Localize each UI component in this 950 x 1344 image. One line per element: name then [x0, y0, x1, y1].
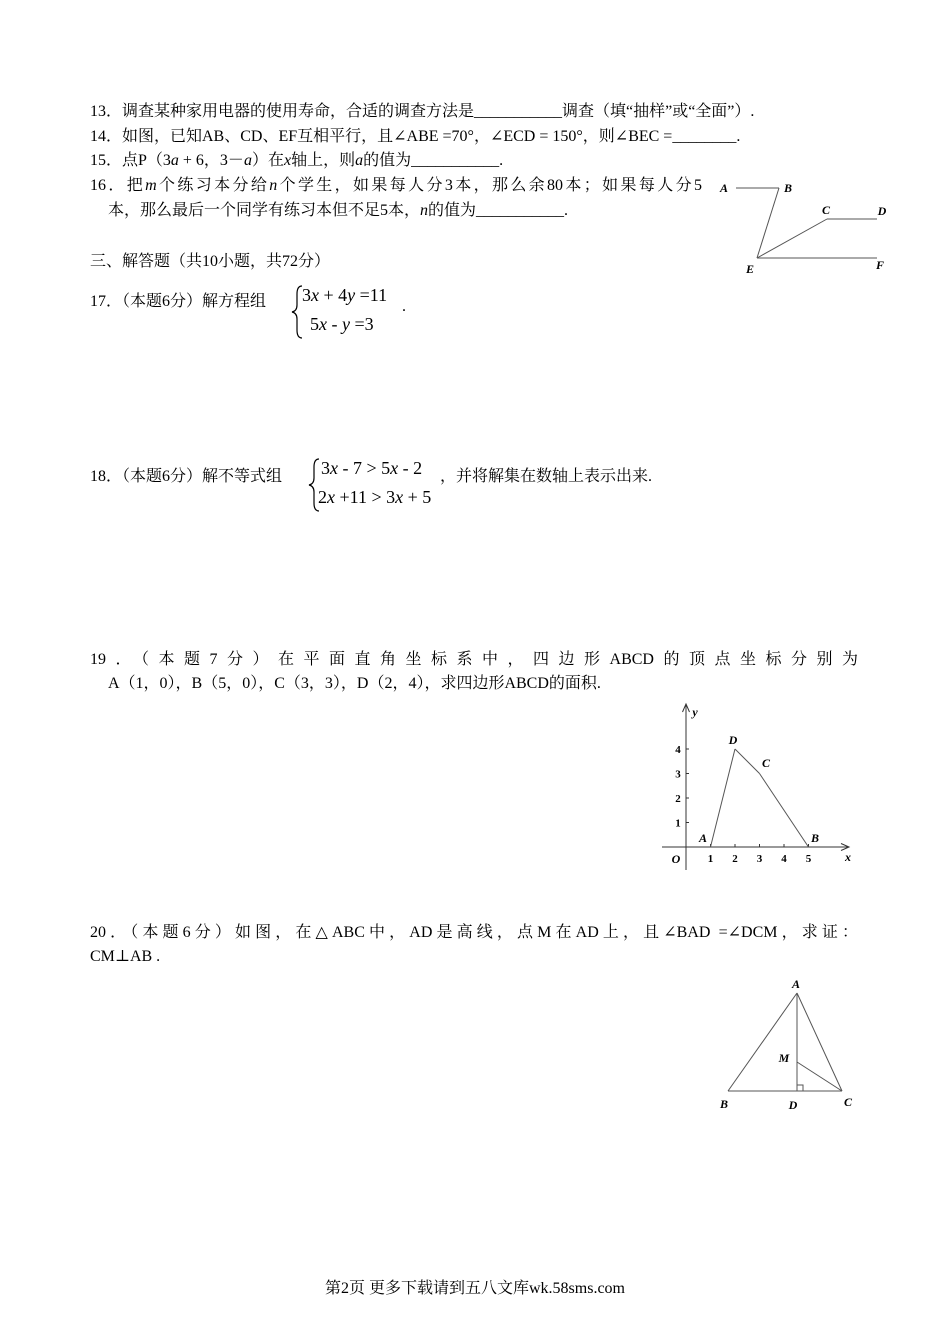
right-angle-mark: [797, 1085, 803, 1091]
inequality-2: 2x +11 > 3x + 5: [318, 487, 432, 507]
point-label-f: F: [875, 258, 885, 272]
triangle-label-c: C: [843, 1095, 853, 1109]
triangle-label-d: D: [788, 1098, 798, 1112]
point-label-e: E: [745, 262, 755, 276]
point-label-c: C: [821, 203, 831, 217]
vertex-label-c: C: [761, 756, 771, 770]
x-axis-label: x: [845, 850, 851, 864]
question-15: 15．点P（3a + 6，3－a）在x轴上，则a的值为___________.: [90, 152, 504, 169]
x-tick-label-3: 3: [756, 853, 763, 865]
question-19-line-1: 19．（本题7分）在平面直角坐标系中，四边形ABCD的顶点坐标分别为: [90, 651, 858, 668]
x-tick-label-4: 4: [781, 853, 787, 865]
point-label-b: B: [783, 181, 793, 195]
question-19-line-2: A（1，0），B（5，0），C（3，3），D（2，4），求四边形ABCD的面积.: [108, 675, 601, 692]
question-13: 13．调查某种家用电器的使用寿命，合适的调查方法是___________调查（填“抽样”或“全面”）.: [90, 103, 755, 120]
inequality-1: 3x - 7 > 5x - 2: [321, 458, 423, 478]
quad-side-cb: [760, 774, 809, 848]
question-17-suffix: .: [402, 298, 406, 315]
y-tick-label-4: 4: [675, 744, 681, 756]
x-tick-label-5: 5: [805, 853, 812, 865]
parallel-lines-figure: [710, 175, 900, 280]
equation-1: 3x + 4y =11: [302, 285, 388, 305]
question-20-line-2: CM⊥AB .: [90, 948, 161, 965]
quad-side-ad: [711, 749, 736, 847]
question-17-prefix: 17．（本题6分）解方程组: [90, 293, 267, 310]
triangle-figure: [715, 970, 860, 1115]
quad-side-dc: [735, 749, 760, 774]
triangle-label-m: M: [778, 1051, 790, 1065]
question-20-line-1: 20．（本题6分）如图，在△ABC中，AD是高线，点M在AD上，且∠BAD =∠DCM，求证：: [90, 924, 858, 941]
origin-label: O: [671, 852, 681, 866]
page-footer: 第2页 更多下载请到五八文库wk.58sms.com: [324, 1280, 625, 1297]
x-tick-label-2: 2: [732, 853, 738, 865]
question-14: 14．如图，已知AB、CD、EF互相平行，且∠ABE =70°，∠ECD = 150°，则∠BEC =________.: [90, 128, 741, 145]
question-18-prefix: 18．（本题6分）解不等式组: [90, 468, 283, 485]
y-axis-label: y: [692, 705, 698, 719]
side-ab: [728, 993, 797, 1091]
triangle-label-b: B: [719, 1097, 729, 1111]
coordinate-figure: [655, 700, 855, 872]
point-label-a: A: [719, 181, 729, 195]
section-heading: 三、解答题（共10小题，共72分）: [90, 253, 331, 270]
equation-2: 5x - y =3: [310, 314, 374, 334]
vertex-label-a: A: [698, 831, 708, 845]
point-label-d: D: [877, 204, 887, 218]
brace-path: [292, 286, 302, 338]
x-tick-label-1: 1: [707, 853, 714, 865]
question-18-suffix: ，并将解集在数轴上表示出来.: [440, 468, 653, 485]
question-16-line-1: 16．把m个练习本分给n个学生，如果每人分3本，那么余80本；如果每人分5: [90, 177, 702, 194]
y-tick-label-1: 1: [675, 817, 681, 830]
question-16-line-2: 本，那么最后一个同学有练习本但不足5本，n的值为___________.: [108, 202, 569, 219]
vertex-label-d: D: [728, 733, 738, 747]
triangle-label-a: A: [791, 977, 801, 991]
y-tick-label-3: 3: [675, 768, 681, 781]
vertex-label-b: B: [810, 831, 820, 845]
y-tick-label-2: 2: [675, 793, 681, 805]
